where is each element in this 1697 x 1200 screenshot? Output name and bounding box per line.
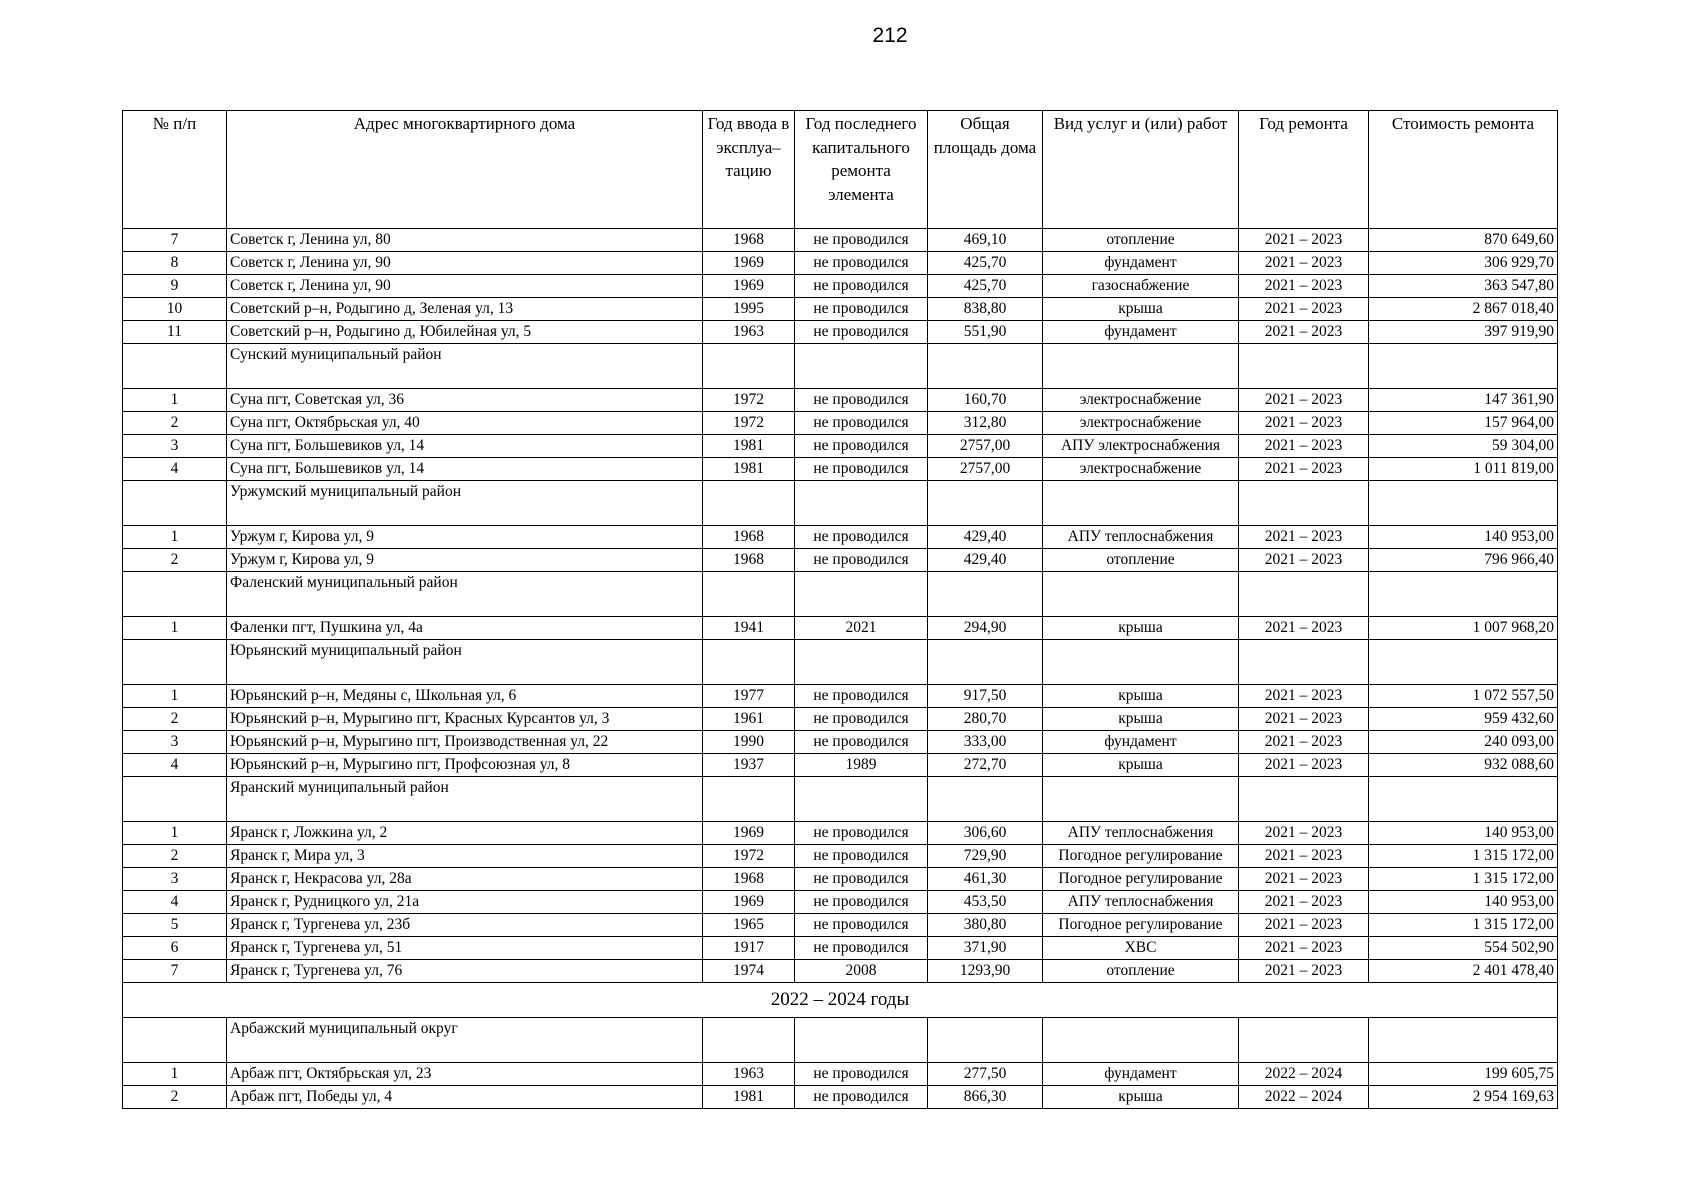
cell-empty bbox=[1043, 1018, 1239, 1063]
cell-year-built: 1972 bbox=[703, 845, 795, 868]
cell-cost: 1 315 172,00 bbox=[1369, 868, 1558, 891]
cell-num: 2 bbox=[123, 708, 227, 731]
cell-year-built: 1968 bbox=[703, 229, 795, 252]
cell-work: электроснабжение bbox=[1043, 412, 1239, 435]
cell-num: 1 bbox=[123, 617, 227, 640]
table-row bbox=[123, 754, 1558, 777]
cell-cost: 140 953,00 bbox=[1369, 891, 1558, 914]
cell-work: Погодное регулирование bbox=[1043, 868, 1239, 891]
cell-empty bbox=[1369, 344, 1558, 389]
cell-area: 371,90 bbox=[928, 937, 1043, 960]
cell-empty bbox=[123, 344, 227, 389]
cell-empty bbox=[1369, 1018, 1558, 1063]
cell-empty bbox=[1043, 481, 1239, 526]
cell-cost: 199 605,75 bbox=[1369, 1063, 1558, 1086]
cell-work: ХВС bbox=[1043, 937, 1239, 960]
cell-cost: 1 315 172,00 bbox=[1369, 845, 1558, 868]
cell-empty bbox=[703, 640, 795, 685]
cell-address: Советский р–н, Родыгино д, Юбилейная ул, 5 bbox=[227, 321, 703, 344]
cell-cost: 1 072 557,50 bbox=[1369, 685, 1558, 708]
cell-repair-year: 2022 – 2024 bbox=[1239, 1086, 1369, 1109]
cell-year-built: 1974 bbox=[703, 960, 795, 983]
cell-cost: 554 502,90 bbox=[1369, 937, 1558, 960]
cell-address: Юрьянский р–н, Мурыгино пгт, Профсоюзная ул, 8 bbox=[227, 754, 703, 777]
cell-year-built: 1972 bbox=[703, 412, 795, 435]
cell-area: 551,90 bbox=[928, 321, 1043, 344]
table-row bbox=[123, 321, 1558, 344]
table-row bbox=[123, 412, 1558, 435]
cell-empty bbox=[928, 572, 1043, 617]
cell-year-built: 1969 bbox=[703, 252, 795, 275]
cell-work: фундамент bbox=[1043, 252, 1239, 275]
district-name: Яранский муниципальный район bbox=[227, 777, 703, 822]
cell-year-built: 1941 bbox=[703, 617, 795, 640]
cell-address: Яранск г, Тургенева ул, 23б bbox=[227, 914, 703, 937]
cell-empty bbox=[795, 777, 928, 822]
cell-year-built: 1990 bbox=[703, 731, 795, 754]
cell-area: 2757,00 bbox=[928, 458, 1043, 481]
cell-year-built: 1995 bbox=[703, 298, 795, 321]
cell-year-built: 1981 bbox=[703, 458, 795, 481]
header-cost: Стоимость ремонта bbox=[1369, 111, 1558, 229]
cell-work: фундамент bbox=[1043, 731, 1239, 754]
cell-empty bbox=[795, 572, 928, 617]
cell-year-built: 1963 bbox=[703, 1063, 795, 1086]
cell-address: Суна пгт, Октябрьская ул, 40 bbox=[227, 412, 703, 435]
cell-empty bbox=[703, 777, 795, 822]
district-name: Юрьянский муниципальный район bbox=[227, 640, 703, 685]
cell-repair-year: 2021 – 2023 bbox=[1239, 229, 1369, 252]
cell-work: крыша bbox=[1043, 617, 1239, 640]
cell-last-repair: не проводился bbox=[795, 708, 928, 731]
cell-num: 2 bbox=[123, 845, 227, 868]
table-row bbox=[123, 685, 1558, 708]
cell-address: Арбаж пгт, Октябрьская ул, 23 bbox=[227, 1063, 703, 1086]
cell-num: 1 bbox=[123, 389, 227, 412]
cell-empty bbox=[1369, 481, 1558, 526]
cell-empty bbox=[795, 344, 928, 389]
cell-empty bbox=[1239, 777, 1369, 822]
district-row bbox=[123, 1018, 1558, 1063]
header-last-repair: Год последнего капитального ремонта элемента bbox=[795, 111, 928, 229]
table-row bbox=[123, 549, 1558, 572]
cell-address: Яранск г, Мира ул, 3 bbox=[227, 845, 703, 868]
cell-year-built: 1968 bbox=[703, 868, 795, 891]
cell-address: Советск г, Ленина ул, 90 bbox=[227, 275, 703, 298]
header-repair-year: Год ремонта bbox=[1239, 111, 1369, 229]
table-row bbox=[123, 617, 1558, 640]
cell-empty bbox=[795, 640, 928, 685]
cell-last-repair: не проводился bbox=[795, 1063, 928, 1086]
cell-last-repair: 2008 bbox=[795, 960, 928, 983]
cell-empty bbox=[795, 481, 928, 526]
cell-cost: 2 401 478,40 bbox=[1369, 960, 1558, 983]
cell-last-repair: не проводился bbox=[795, 412, 928, 435]
cell-work: крыша bbox=[1043, 685, 1239, 708]
cell-num: 7 bbox=[123, 229, 227, 252]
header-area: Общая площадь дома bbox=[928, 111, 1043, 229]
district-row bbox=[123, 572, 1558, 617]
cell-num: 3 bbox=[123, 731, 227, 754]
table-row bbox=[123, 822, 1558, 845]
cell-empty bbox=[928, 344, 1043, 389]
cell-repair-year: 2021 – 2023 bbox=[1239, 321, 1369, 344]
cell-num: 3 bbox=[123, 435, 227, 458]
cell-last-repair: не проводился bbox=[795, 229, 928, 252]
cell-work: АПУ теплоснабжения bbox=[1043, 822, 1239, 845]
cell-repair-year: 2021 – 2023 bbox=[1239, 458, 1369, 481]
cell-last-repair: не проводился bbox=[795, 298, 928, 321]
cell-work: отопление bbox=[1043, 229, 1239, 252]
cell-area: 917,50 bbox=[928, 685, 1043, 708]
cell-last-repair: не проводился bbox=[795, 252, 928, 275]
cell-address: Суна пгт, Большевиков ул, 14 bbox=[227, 458, 703, 481]
cell-address: Уржум г, Кирова ул, 9 bbox=[227, 526, 703, 549]
table-row bbox=[123, 229, 1558, 252]
cell-cost: 796 966,40 bbox=[1369, 549, 1558, 572]
cell-num: 4 bbox=[123, 891, 227, 914]
cell-year-built: 1972 bbox=[703, 389, 795, 412]
cell-empty bbox=[1239, 344, 1369, 389]
cell-repair-year: 2021 – 2023 bbox=[1239, 754, 1369, 777]
cell-empty bbox=[1043, 640, 1239, 685]
cell-num: 2 bbox=[123, 412, 227, 435]
cell-work: АПУ теплоснабжения bbox=[1043, 891, 1239, 914]
table-row bbox=[123, 458, 1558, 481]
cell-address: Фаленки пгт, Пушкина ул, 4а bbox=[227, 617, 703, 640]
cell-address: Яранск г, Рудницкого ул, 21а bbox=[227, 891, 703, 914]
cell-repair-year: 2021 – 2023 bbox=[1239, 822, 1369, 845]
cell-empty bbox=[703, 572, 795, 617]
cell-last-repair: не проводился bbox=[795, 435, 928, 458]
cell-work: Погодное регулирование bbox=[1043, 914, 1239, 937]
cell-num: 1 bbox=[123, 822, 227, 845]
cell-work: электроснабжение bbox=[1043, 458, 1239, 481]
cell-last-repair: не проводился bbox=[795, 891, 928, 914]
cell-cost: 2 867 018,40 bbox=[1369, 298, 1558, 321]
cell-address: Советский р–н, Родыгино д, Зеленая ул, 13 bbox=[227, 298, 703, 321]
cell-empty bbox=[1369, 777, 1558, 822]
cell-num: 1 bbox=[123, 526, 227, 549]
cell-year-built: 1969 bbox=[703, 275, 795, 298]
cell-area: 838,80 bbox=[928, 298, 1043, 321]
cell-repair-year: 2021 – 2023 bbox=[1239, 389, 1369, 412]
district-name: Арбажский муниципальный округ bbox=[227, 1018, 703, 1063]
cell-num: 5 bbox=[123, 914, 227, 937]
cell-cost: 1 315 172,00 bbox=[1369, 914, 1558, 937]
table-row bbox=[123, 252, 1558, 275]
cell-cost: 1 011 819,00 bbox=[1369, 458, 1558, 481]
cell-repair-year: 2021 – 2023 bbox=[1239, 731, 1369, 754]
cell-repair-year: 2021 – 2023 bbox=[1239, 526, 1369, 549]
cell-empty bbox=[703, 344, 795, 389]
cell-last-repair: не проводился bbox=[795, 845, 928, 868]
cell-empty bbox=[123, 640, 227, 685]
cell-area: 425,70 bbox=[928, 252, 1043, 275]
cell-year-built: 1968 bbox=[703, 549, 795, 572]
cell-empty bbox=[123, 1018, 227, 1063]
cell-last-repair: не проводился bbox=[795, 914, 928, 937]
cell-area: 2757,00 bbox=[928, 435, 1043, 458]
cell-repair-year: 2021 – 2023 bbox=[1239, 685, 1369, 708]
cell-num: 2 bbox=[123, 1086, 227, 1109]
cell-last-repair: не проводился bbox=[795, 822, 928, 845]
cell-area: 380,80 bbox=[928, 914, 1043, 937]
cell-area: 160,70 bbox=[928, 389, 1043, 412]
period-row bbox=[123, 983, 1558, 1018]
cell-empty bbox=[1043, 344, 1239, 389]
cell-empty bbox=[1239, 640, 1369, 685]
table-row bbox=[123, 1086, 1558, 1109]
cell-address: Суна пгт, Большевиков ул, 14 bbox=[227, 435, 703, 458]
cell-year-built: 1977 bbox=[703, 685, 795, 708]
cell-last-repair: не проводился bbox=[795, 868, 928, 891]
cell-last-repair: не проводился bbox=[795, 526, 928, 549]
cell-area: 461,30 bbox=[928, 868, 1043, 891]
cell-work: отопление bbox=[1043, 549, 1239, 572]
cell-num: 11 bbox=[123, 321, 227, 344]
table-row bbox=[123, 389, 1558, 412]
cell-address: Уржум г, Кирова ул, 9 bbox=[227, 549, 703, 572]
cell-work: Погодное регулирование bbox=[1043, 845, 1239, 868]
cell-num: 4 bbox=[123, 458, 227, 481]
cell-num: 4 bbox=[123, 754, 227, 777]
cell-work: электроснабжение bbox=[1043, 389, 1239, 412]
cell-empty bbox=[703, 1018, 795, 1063]
cell-num: 6 bbox=[123, 937, 227, 960]
cell-last-repair: не проводился bbox=[795, 275, 928, 298]
cell-last-repair: 2021 bbox=[795, 617, 928, 640]
cell-repair-year: 2021 – 2023 bbox=[1239, 298, 1369, 321]
table-row bbox=[123, 868, 1558, 891]
cell-cost: 932 088,60 bbox=[1369, 754, 1558, 777]
cell-address: Яранск г, Ложкина ул, 2 bbox=[227, 822, 703, 845]
table-row bbox=[123, 1063, 1558, 1086]
cell-last-repair: не проводился bbox=[795, 685, 928, 708]
repair-registry-table bbox=[122, 110, 1558, 1109]
cell-address: Юрьянский р–н, Медяны с, Школьная ул, 6 bbox=[227, 685, 703, 708]
cell-empty bbox=[123, 777, 227, 822]
cell-work: крыша bbox=[1043, 708, 1239, 731]
district-row bbox=[123, 640, 1558, 685]
cell-address: Суна пгт, Советская ул, 36 bbox=[227, 389, 703, 412]
table-row bbox=[123, 937, 1558, 960]
cell-cost: 140 953,00 bbox=[1369, 822, 1558, 845]
cell-year-built: 1963 bbox=[703, 321, 795, 344]
cell-cost: 59 304,00 bbox=[1369, 435, 1558, 458]
cell-work: крыша bbox=[1043, 754, 1239, 777]
cell-year-built: 1969 bbox=[703, 822, 795, 845]
district-row bbox=[123, 481, 1558, 526]
table-row bbox=[123, 891, 1558, 914]
cell-last-repair: 1989 bbox=[795, 754, 928, 777]
cell-empty bbox=[928, 640, 1043, 685]
cell-work: АПУ электроснабжения bbox=[1043, 435, 1239, 458]
table-row bbox=[123, 435, 1558, 458]
cell-work: газоснабжение bbox=[1043, 275, 1239, 298]
cell-repair-year: 2021 – 2023 bbox=[1239, 708, 1369, 731]
cell-address: Арбаж пгт, Победы ул, 4 bbox=[227, 1086, 703, 1109]
table-header bbox=[123, 111, 1558, 229]
cell-last-repair: не проводился bbox=[795, 731, 928, 754]
cell-last-repair: не проводился bbox=[795, 937, 928, 960]
header-num: № п/п bbox=[123, 111, 227, 229]
header-work: Вид услуг и (или) работ bbox=[1043, 111, 1239, 229]
cell-area: 306,60 bbox=[928, 822, 1043, 845]
cell-num: 2 bbox=[123, 549, 227, 572]
table-body bbox=[123, 229, 1558, 1109]
cell-empty bbox=[928, 777, 1043, 822]
cell-year-built: 1968 bbox=[703, 526, 795, 549]
cell-cost: 959 432,60 bbox=[1369, 708, 1558, 731]
cell-cost: 157 964,00 bbox=[1369, 412, 1558, 435]
cell-cost: 870 649,60 bbox=[1369, 229, 1558, 252]
cell-address: Советск г, Ленина ул, 90 bbox=[227, 252, 703, 275]
district-name: Фаленский муниципальный район bbox=[227, 572, 703, 617]
cell-repair-year: 2022 – 2024 bbox=[1239, 1063, 1369, 1086]
cell-empty bbox=[123, 572, 227, 617]
table-row bbox=[123, 845, 1558, 868]
district-row bbox=[123, 777, 1558, 822]
cell-empty bbox=[1239, 481, 1369, 526]
cell-empty bbox=[1369, 640, 1558, 685]
cell-year-built: 1937 bbox=[703, 754, 795, 777]
cell-area: 425,70 bbox=[928, 275, 1043, 298]
cell-address: Юрьянский р–н, Мурыгино пгт, Производственная ул, 22 bbox=[227, 731, 703, 754]
cell-empty bbox=[928, 1018, 1043, 1063]
cell-empty bbox=[1239, 1018, 1369, 1063]
cell-address: Яранск г, Некрасова ул, 28а bbox=[227, 868, 703, 891]
cell-repair-year: 2021 – 2023 bbox=[1239, 275, 1369, 298]
cell-repair-year: 2021 – 2023 bbox=[1239, 549, 1369, 572]
page-number: 212 bbox=[872, 24, 908, 47]
cell-num: 3 bbox=[123, 868, 227, 891]
cell-area: 312,80 bbox=[928, 412, 1043, 435]
table-row bbox=[123, 914, 1558, 937]
cell-last-repair: не проводился bbox=[795, 389, 928, 412]
period-title: 2022 – 2024 годы bbox=[123, 983, 1558, 1018]
cell-area: 277,50 bbox=[928, 1063, 1043, 1086]
cell-address: Яранск г, Тургенева ул, 51 bbox=[227, 937, 703, 960]
cell-area: 333,00 bbox=[928, 731, 1043, 754]
cell-repair-year: 2021 – 2023 bbox=[1239, 868, 1369, 891]
district-row bbox=[123, 344, 1558, 389]
cell-empty bbox=[1043, 777, 1239, 822]
cell-cost: 2 954 169,63 bbox=[1369, 1086, 1558, 1109]
table-row bbox=[123, 275, 1558, 298]
cell-address: Юрьянский р–н, Мурыгино пгт, Красных Курсантов ул, 3 bbox=[227, 708, 703, 731]
cell-repair-year: 2021 – 2023 bbox=[1239, 914, 1369, 937]
cell-area: 280,70 bbox=[928, 708, 1043, 731]
cell-area: 453,50 bbox=[928, 891, 1043, 914]
cell-repair-year: 2021 – 2023 bbox=[1239, 845, 1369, 868]
cell-area: 429,40 bbox=[928, 549, 1043, 572]
cell-address: Яранск г, Тургенева ул, 76 bbox=[227, 960, 703, 983]
cell-area: 272,70 bbox=[928, 754, 1043, 777]
cell-last-repair: не проводился bbox=[795, 458, 928, 481]
cell-cost: 363 547,80 bbox=[1369, 275, 1558, 298]
cell-year-built: 1965 bbox=[703, 914, 795, 937]
cell-work: АПУ теплоснабжения bbox=[1043, 526, 1239, 549]
cell-year-built: 1981 bbox=[703, 435, 795, 458]
table-row bbox=[123, 526, 1558, 549]
cell-num: 8 bbox=[123, 252, 227, 275]
cell-area: 729,90 bbox=[928, 845, 1043, 868]
cell-repair-year: 2021 – 2023 bbox=[1239, 617, 1369, 640]
cell-address: Советск г, Ленина ул, 80 bbox=[227, 229, 703, 252]
table-row bbox=[123, 731, 1558, 754]
cell-year-built: 1969 bbox=[703, 891, 795, 914]
cell-repair-year: 2021 – 2023 bbox=[1239, 960, 1369, 983]
cell-num: 9 bbox=[123, 275, 227, 298]
cell-last-repair: не проводился bbox=[795, 321, 928, 344]
cell-work: крыша bbox=[1043, 1086, 1239, 1109]
cell-empty bbox=[1369, 572, 1558, 617]
cell-area: 294,90 bbox=[928, 617, 1043, 640]
cell-empty bbox=[123, 481, 227, 526]
district-name: Уржумский муниципальный район bbox=[227, 481, 703, 526]
cell-cost: 1 007 968,20 bbox=[1369, 617, 1558, 640]
cell-area: 1293,90 bbox=[928, 960, 1043, 983]
cell-work: фундамент bbox=[1043, 1063, 1239, 1086]
cell-area: 866,30 bbox=[928, 1086, 1043, 1109]
cell-num: 10 bbox=[123, 298, 227, 321]
cell-empty bbox=[1239, 572, 1369, 617]
cell-empty bbox=[928, 481, 1043, 526]
header-address: Адрес многоквартирного дома bbox=[227, 111, 703, 229]
cell-cost: 140 953,00 bbox=[1369, 526, 1558, 549]
cell-work: крыша bbox=[1043, 298, 1239, 321]
cell-cost: 397 919,90 bbox=[1369, 321, 1558, 344]
cell-year-built: 1961 bbox=[703, 708, 795, 731]
cell-num: 1 bbox=[123, 1063, 227, 1086]
table-row bbox=[123, 708, 1558, 731]
district-name: Сунский муниципальный район bbox=[227, 344, 703, 389]
cell-cost: 147 361,90 bbox=[1369, 389, 1558, 412]
cell-empty bbox=[795, 1018, 928, 1063]
cell-repair-year: 2021 – 2023 bbox=[1239, 937, 1369, 960]
cell-repair-year: 2021 – 2023 bbox=[1239, 435, 1369, 458]
cell-num: 7 bbox=[123, 960, 227, 983]
cell-empty bbox=[703, 481, 795, 526]
cell-repair-year: 2021 – 2023 bbox=[1239, 412, 1369, 435]
cell-repair-year: 2021 – 2023 bbox=[1239, 891, 1369, 914]
cell-cost: 306 929,70 bbox=[1369, 252, 1558, 275]
cell-last-repair: не проводился bbox=[795, 549, 928, 572]
cell-area: 429,40 bbox=[928, 526, 1043, 549]
cell-repair-year: 2021 – 2023 bbox=[1239, 252, 1369, 275]
header-year-built: Год ввода в эксплуа– тацию bbox=[703, 111, 795, 229]
cell-work: фундамент bbox=[1043, 321, 1239, 344]
cell-last-repair: не проводился bbox=[795, 1086, 928, 1109]
cell-year-built: 1981 bbox=[703, 1086, 795, 1109]
cell-area: 469,10 bbox=[928, 229, 1043, 252]
cell-cost: 240 093,00 bbox=[1369, 731, 1558, 754]
cell-num: 1 bbox=[123, 685, 227, 708]
table-row bbox=[123, 960, 1558, 983]
table-row bbox=[123, 298, 1558, 321]
cell-year-built: 1917 bbox=[703, 937, 795, 960]
cell-work: отопление bbox=[1043, 960, 1239, 983]
cell-empty bbox=[1043, 572, 1239, 617]
